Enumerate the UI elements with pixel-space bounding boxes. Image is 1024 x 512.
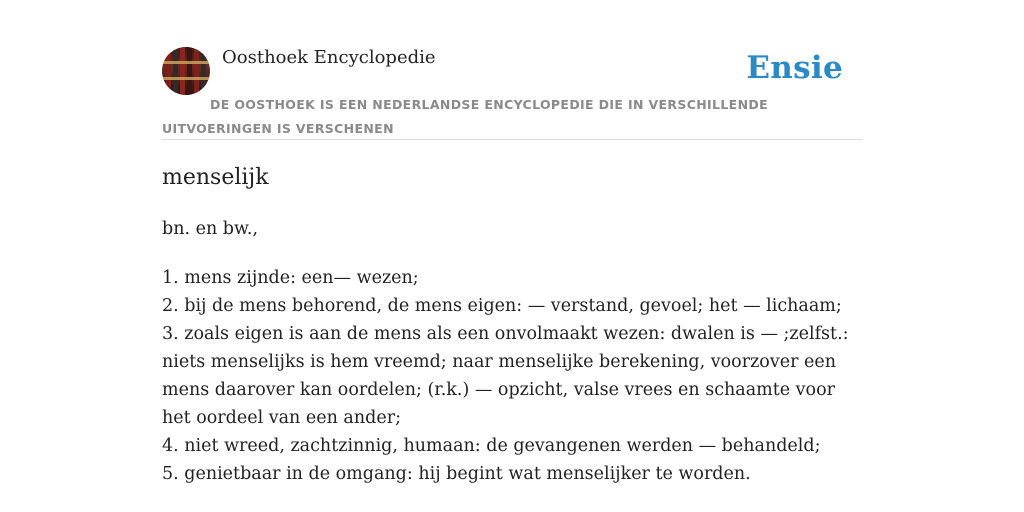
entry-title: menselijk bbox=[162, 165, 269, 190]
page bbox=[162, 44, 862, 484]
meaning-item: 3. zoals eigen is aan de mens als een onvolmaakt wezen: dwalen is — ;zelfst.: niets menselijks is hem vreemd; naar menselijke berekening, voorzover een mens daarover kan oordelen; (r.k.) — opzicht, valse vrees en schaamte voor het oordeel van een ander; bbox=[162, 324, 849, 428]
header bbox=[162, 44, 862, 140]
meaning-item: 1. mens zijnde: een— wezen; bbox=[162, 268, 419, 288]
publisher-avatar[interactable] bbox=[162, 47, 210, 95]
meaning-item: 2. bij de mens behorend, de mens eigen: — verstand, gevoel; het — lichaam; bbox=[162, 296, 842, 316]
meaning-item: 5. genietbaar in de omgang: hij begint wat menselijker te worden. bbox=[162, 464, 751, 484]
publisher-description: DE OOSTHOEK IS EEN NEDERLANDSE ENCYCLOPEDIE DIE IN VERSCHILLENDE UITVOERINGEN IS VERSCHENEN bbox=[162, 97, 768, 136]
entry-meanings bbox=[162, 264, 867, 488]
meaning-item: 4. niet wreed, zachtzinnig, humaan: de gevangenen werden — behandeld; bbox=[162, 436, 821, 456]
publisher-name[interactable]: Oosthoek Encyclopedie bbox=[222, 47, 436, 68]
ensie-logo[interactable]: Ensie bbox=[746, 50, 843, 86]
entry-grammar: bn. en bw., bbox=[162, 219, 259, 239]
